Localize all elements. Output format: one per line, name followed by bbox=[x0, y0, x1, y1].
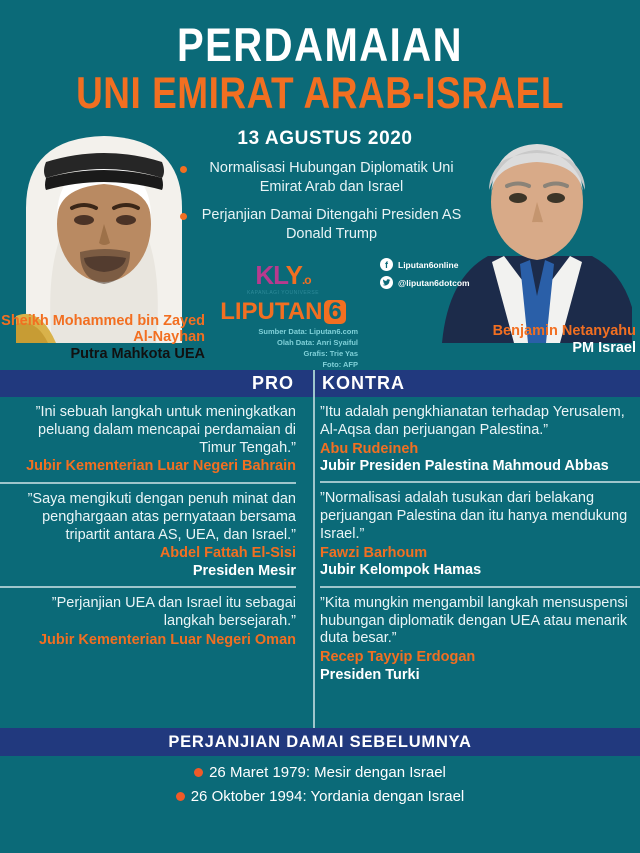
kontra-quote-1-role: Jubir Presiden Palestina Mahmoud Abbas bbox=[320, 458, 609, 475]
pro-quote-1 bbox=[0, 397, 296, 482]
kontra-quote-3 bbox=[320, 586, 640, 690]
kontra-quote-2-text: ”Normalisasi adalah tusukan dari belakang perjuangan Palestina dan itu hanya mendukung Israel.” bbox=[320, 490, 628, 543]
person-right-role: PM Israel bbox=[572, 340, 636, 357]
pro-quote-2-speaker: Abdel Fattah El-Sisi bbox=[159, 545, 296, 562]
facebook-handle: Liputan6online bbox=[398, 259, 459, 270]
brand-block bbox=[208, 262, 358, 371]
liputan6-logo bbox=[208, 300, 358, 324]
pro-quote-3-speaker: Jubir Kementerian Luar Negeri Oman bbox=[38, 631, 296, 648]
social-facebook[interactable] bbox=[380, 258, 470, 271]
facebook-icon: f bbox=[380, 258, 393, 271]
kontra-quote-3-speaker: Recep Tayyip Erdogan bbox=[320, 649, 476, 666]
agreement-date: 13 AGUSTUS 2020 bbox=[237, 128, 413, 149]
page-title-line2: UNI EMIRAT ARAB-ISRAEL bbox=[76, 68, 564, 118]
pro-quote-1-speaker: Jubir Kementerian Luar Negeri Bahrain bbox=[26, 458, 296, 475]
kontra-quote-3-text: ”Kita mungkin mengambil langkah mensuspensi hubungan diplomatik dengan UEA atau menarik duta besar.” bbox=[320, 594, 628, 647]
kontra-quote-1-text: ”Itu adalah pengkhianatan terhadap Yerusalem, Al-Aqsa dan perjuangan Palestina.” bbox=[320, 404, 625, 438]
credit-graphics: Grafis: Trie Yas bbox=[303, 348, 358, 358]
previous-agreements-list bbox=[0, 764, 640, 812]
kontra-quote-1-speaker: Abu Rudeineh bbox=[320, 440, 419, 457]
kontra-column bbox=[320, 397, 640, 690]
title-block bbox=[0, 19, 640, 118]
social-twitter[interactable] bbox=[380, 276, 470, 289]
portrait-benjamin-netanyahu bbox=[442, 128, 632, 343]
pro-quote-2 bbox=[0, 482, 296, 586]
pro-quote-3-text: ”Perjanjian UEA dan Israel itu sebagai langkah bersejarah.” bbox=[51, 595, 296, 629]
footer-title: PERJANJIAN DAMAI SEBELUMNYA bbox=[168, 732, 472, 751]
kontra-quote-1 bbox=[320, 397, 640, 481]
column-divider bbox=[313, 370, 315, 728]
twitter-handle: @liputan6dotcom bbox=[398, 277, 470, 288]
previous-agreement-1-text: 26 Maret 1979: Mesir dengan Israel bbox=[209, 764, 446, 781]
bullet-dot-icon bbox=[194, 768, 203, 777]
twitter-icon bbox=[380, 276, 393, 289]
credit-photo: Foto: AFP bbox=[322, 359, 358, 369]
pro-quote-2-role: Presiden Mesir bbox=[192, 562, 296, 579]
previous-agreement-1 bbox=[0, 764, 640, 781]
person-label-left bbox=[0, 313, 205, 363]
pro-column bbox=[0, 397, 310, 655]
kontra-quote-2-role: Jubir Kelompok Hamas bbox=[320, 562, 482, 579]
social-block bbox=[380, 258, 470, 294]
kly-logo: KLY.o bbox=[255, 260, 311, 290]
kly-logo-subtitle: KAPANLAGI YOUNIVERSE bbox=[246, 290, 320, 296]
credit-source: Sumber Data: Liputan6.com bbox=[258, 327, 358, 336]
summary-point-2 bbox=[180, 206, 470, 243]
liputan6-wordmark: LIPUTAN bbox=[220, 298, 323, 325]
kontra-column-header: KONTRA bbox=[322, 373, 405, 393]
quotes-section bbox=[0, 397, 640, 728]
person-left-role: Putra Mahkota UEA bbox=[70, 346, 205, 363]
credit-data: Olah Data: Anri Syaiful bbox=[277, 337, 358, 347]
person-label-right bbox=[406, 323, 636, 357]
kontra-quote-3-role: Presiden Turki bbox=[320, 666, 420, 683]
pro-kontra-header-band bbox=[0, 370, 640, 397]
summary-point-1 bbox=[180, 159, 470, 196]
kontra-quote-2-speaker: Fawzi Barhoum bbox=[320, 544, 428, 561]
summary-point-2-text: Perjanjian Damai Ditengahi Presiden AS Donald Trump bbox=[201, 207, 462, 242]
previous-agreement-2-text: 26 Oktober 1994: Yordania dengan Israel bbox=[190, 788, 465, 805]
pro-quote-3 bbox=[0, 586, 296, 655]
pro-column-header: PRO bbox=[251, 373, 294, 393]
pro-quote-1-text: ”Ini sebuah langkah untuk meningkatkan peluang dalam mencapai perdamaian di Timur Tengah.” bbox=[35, 404, 296, 456]
credits-block bbox=[208, 327, 358, 371]
liputan6-numeral: 6 bbox=[324, 300, 345, 324]
previous-agreement-2 bbox=[0, 788, 640, 805]
bullet-dot-icon bbox=[180, 213, 187, 220]
footer-header-band bbox=[0, 728, 640, 756]
page-title-line1: PERDAMAIAN bbox=[176, 19, 464, 72]
bullet-dot-icon bbox=[176, 792, 185, 801]
person-right-name: Benjamin Netanyahu bbox=[492, 323, 636, 339]
summary-block bbox=[180, 128, 470, 253]
summary-point-1-text: Normalisasi Hubungan Diplomatik Uni Emirat Arab dan Israel bbox=[209, 160, 454, 195]
bullet-dot-icon bbox=[180, 166, 187, 173]
portrait-sheikh-mohammed bbox=[16, 128, 192, 343]
person-left-name: Sheikh Mohammed bin Zayed Al-Nayhan bbox=[1, 313, 205, 346]
pro-quote-2-text: ”Saya mengikuti dengan penuh minat dan penghargaan atas pernyataan bersama tripartit antara AS, UEA, dan Israel.” bbox=[27, 490, 296, 543]
kontra-quote-2 bbox=[320, 481, 640, 585]
